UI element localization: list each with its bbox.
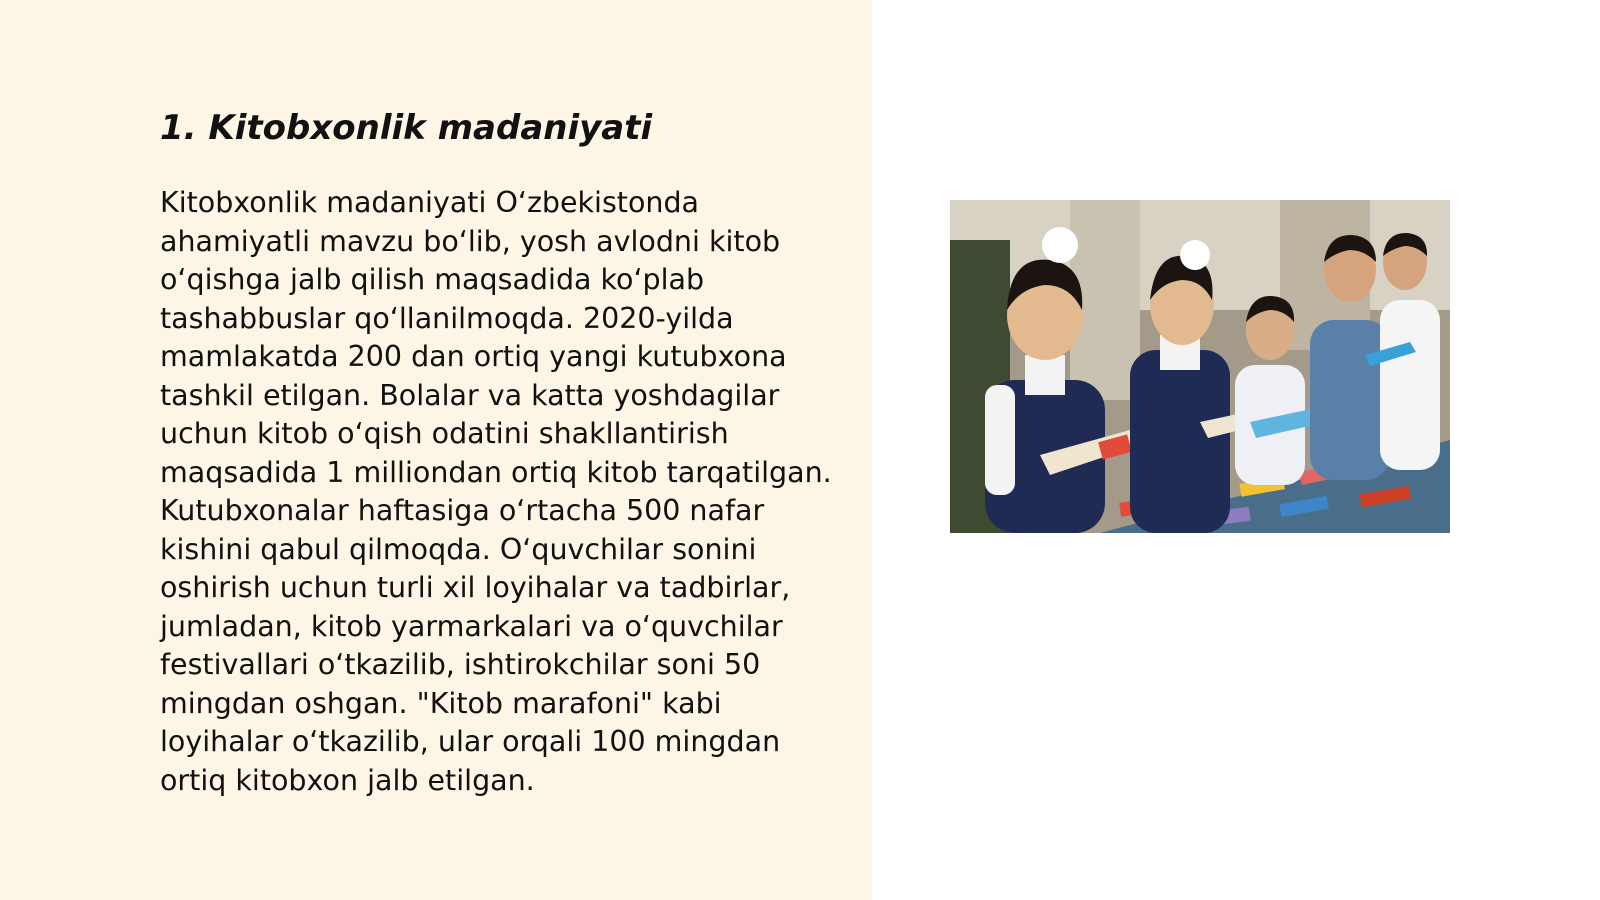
slide-title: 1. Kitobxonlik madaniyati bbox=[160, 108, 653, 148]
slide-body-text: Kitobxonlik madaniyati O‘zbekistonda ahamiyatli mavzu bo‘lib, yosh avlodni kitob o‘qishga jalb qilish maqsadida ko‘plab tashabbuslar qo‘llanilmoqda. 2020-yilda mamlakatda 200 dan ortiq yangi kutubxona tashkil etilgan. Bolalar va katta yoshdagilar uchun kitob o‘qish odatini shakllantirish maqsadida 1 milliondan ortiq kitob tarqatilgan. Kutubxonalar haftasiga o‘rtacha 500 nafar kishini qabul qilmoqda. O‘quvchilar sonini oshirish uchun turli xil loyihalar va tadbirlar, jumladan, kitob yarmarkalari va o‘quvchilar festivallari o‘tkazilib, ishtirokchilar soni 50 mingdan oshgan. "Kitob marafoni" kabi loyihalar o‘tkazilib, ular orqali 100 mingdan ortiq kitobxon jalb etilgan. bbox=[160, 186, 832, 797]
children-reading-photo bbox=[950, 200, 1450, 533]
photo-illustration bbox=[950, 200, 1450, 533]
